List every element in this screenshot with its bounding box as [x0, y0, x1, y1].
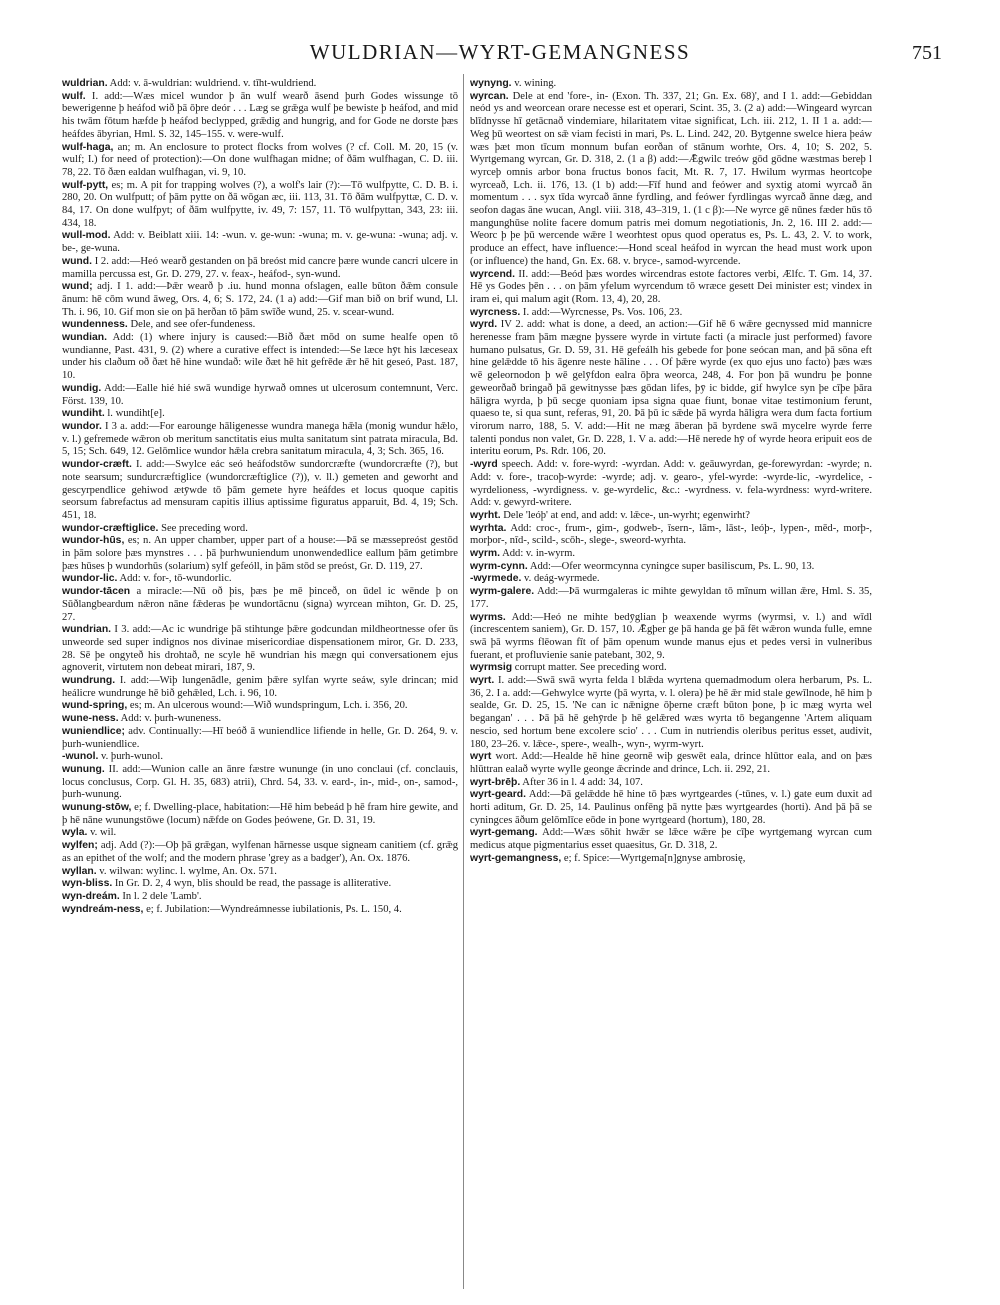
- entry-definition: Add:—Heó ne mihte bedȳglian þ weaxende wyrms (wyrmsi, v. l.) and wīdl (increscentem saniem), Gr. D. 157, 10. Ǣgþer ge þā handa ge þā fēt wǣron wunda fulle, emne swā þā wyrms flēowan fīt of þām openum wunde manus ejus et pedes versi in vulneribus fuerant, et profluvienie sanie patebant, 302, 9.: [470, 611, 872, 661]
- entry-definition: adj. I 1. add:—Þǣr wearð þ .iu. hund monna ofslagen, ealle būton ðǣm consule ānum: hē cōm wund āweg, Ors. 4, 6; S. 172, 24. (1 a) add:—Gif man bið on brif wund, Ll. Th. i. 96, 10. Gif mon sie on þā herðan tō þām swīðe wund, 25. v. scear-wund.: [62, 281, 458, 318]
- dictionary-entry: [62, 675, 458, 700]
- entry-headword: wundor-cræft.: [62, 459, 132, 471]
- entry-definition: v. wil.: [87, 827, 117, 839]
- entry-headword: wund-spring,: [62, 700, 128, 712]
- entry-definition: e; f. Jubilation:—Wyndreámnesse iubilationis, Ps. L. 150, 4.: [143, 903, 402, 915]
- entry-headword: wyrt-gemangness,: [470, 852, 562, 864]
- entry-headword: wyla.: [62, 827, 88, 839]
- dictionary-entry: [470, 523, 872, 548]
- entry-headword: wyrt-geard.: [470, 789, 527, 801]
- dictionary-entry: [62, 802, 458, 827]
- entry-definition: Add:—Þā wurmgaleras ic mihte gewyldan tō mīnum willan ǣre, Hml. S. 35, 177.: [470, 586, 872, 610]
- dictionary-entry: [62, 827, 458, 840]
- dictionary-entry: [470, 269, 872, 307]
- dictionary-entry: [470, 853, 872, 866]
- entry-headword: wull-mod.: [62, 230, 111, 242]
- entry-definition: speech. Add: v. fore-wyrd: -wyrdan. Add: v. geāuwyrdan, ge-forewyrdan: -wyrde; n. Add: v. fore-, tracoþ-wyrde: -wyrde; adj. v. gearo-, yfel-wyrde: -wyrde-lic, -wyrdelice, -wyrdelioness, -wyrdigness. v. ge-wyrdelic, &c.: -wyrdness. v. fela-wyrdness: wyrd-writere. Add: v. gewyrd-writere.: [470, 459, 872, 509]
- entry-headword: wulf.: [62, 90, 86, 102]
- entry-headword: -wyrd: [470, 459, 498, 471]
- entry-headword: wundrung.: [62, 675, 116, 687]
- dictionary-entry: [62, 713, 458, 726]
- dictionary-entry: [62, 586, 458, 624]
- dictionary-entry: [62, 700, 458, 713]
- entry-definition: Add: v. for-, tō-wundorlic.: [117, 573, 232, 585]
- dictionary-entry: [62, 878, 458, 891]
- entry-headword: wyn-dreám.: [62, 891, 120, 902]
- entry-headword: wyrmsig: [470, 662, 513, 674]
- entry-definition: an; m. An enclosure to protect flocks from wolves (? cf. Coll. M. 20, 15 (v. wulf; I.) for need of protection):—On done wulfhagan midne; of ðām wulfhagan, C. D. iii. 78, 22. Tō ðæn ealdan wulfhagan, vi. 9, 10.: [62, 141, 458, 178]
- entry-headword: wyrt: [470, 751, 492, 763]
- dictionary-entry: [62, 142, 458, 180]
- entry-definition: adv. Continually:—Hī beóð ā wuniendlice lifiende in helle, Gr. D. 264, 9. v. þurh-wuniendlice.: [62, 725, 458, 750]
- dictionary-entry: [62, 523, 458, 536]
- dictionary-entry: [470, 573, 872, 586]
- entry-definition: Dele 'leóþ' at end, and add: v. lǣce-, un-wyrht; egenwirht?: [500, 509, 750, 521]
- entry-headword: wyllan.: [62, 865, 97, 877]
- entry-definition: l. wundiht[e].: [104, 408, 165, 420]
- entry-definition: I. add:—Swā swā wyrta felda l blǣda wyrtena quemadmodum olera herbarum, Ps. L. 36, 2. I a. add:—Gehwylce wyrte (þā wyrta, v. l. olera) þe hē ǣr mid stale gewīlnode, hē him þ sealde, Gr. D. 25, 15. 'Ne can ic nǣnigne ōþerne cræft būton þone, þ ic mæg wyrta wel begangan' . . . Þā þā hē gehȳrde þ hē gelǣred wæs wyrta tō begangenne 'Artem aliquam nescio, sed hortum bene excolere scio' . . . Cum in nutriendis oleribus peritus esset, audivit, 180, 23–26. v. lǣce-, spere-, wealh-, wyn-, wyrm-wyrt.: [470, 675, 872, 750]
- entry-headword: wyrms.: [470, 611, 506, 623]
- entry-definition: Add:—Þā gelǣdde hē hine tō þæs wyrtgeardes (-tūnes, v. l.) gate eum duxit ad horti aditum, Gr. D. 25, 14. Paulinus onfēng þā nytte þæs wyrtgeardes (horti). And þā þā se cyningces āðum gelōmlīce eōde in þone wyrtgeard (hortum), 180, 28.: [470, 789, 872, 826]
- entry-definition: I. add:—Wæs micel wundor þ ān wulf wearð āsend þurh Godes wissunge tō bewerigenne þ heáfod wið þā ōþre deór . . . Læg se grǣga wulf þe bewiste þ heáfod, and mid his twām fōtum hæfde þ heáfod beclypped, grǣdig and hungrig, and for Gode ne dorste þæs heáfdes ābyrian, Hml. S. 32, 145–155. v. were-wulf.: [62, 90, 458, 140]
- entry-headword: wundenness.: [62, 319, 128, 331]
- dictionary-entry: [62, 624, 458, 675]
- dictionary-entry: [470, 827, 872, 852]
- entry-definition: Add: v. ā-wuldrian: wuldriend. v. tīht-wuldriend.: [107, 78, 317, 89]
- entry-headword: wyndreám-ness,: [62, 903, 144, 915]
- entry-headword: wynyng.: [470, 78, 512, 89]
- entry-definition: In Gr. D. 2, 4 wyn, blis should be read, the passage is alliterative.: [112, 878, 392, 890]
- entry-definition: I 2. add:—Heó wearð gestanden on þā breóst mid cancre þære wunde cancri ulcere in mamilla percussa est, Gr. D. 279, 27. v. feax-, heáfod-, syn-wund.: [62, 255, 458, 280]
- dictionary-entry: [470, 586, 872, 611]
- entry-headword: wulf-pytt,: [62, 179, 109, 191]
- entry-definition: In l. 2 dele 'Lamb'.: [119, 891, 202, 902]
- dictionary-entry: [470, 777, 872, 790]
- entry-headword: wundrian.: [62, 624, 112, 636]
- entry-definition: IV 2. add: what is done, a deed, an action:—Gif hē 6 wǣre gecnyssed mid mannicre herenesse fram þām mægne þyssere wyrde in virtute facti (a miracle just performed) favore humano pulsatus, Gr. D. 59, 31. Hē gefeálh his gebede for þone seócan man, and þā sōna eft hine gelǣdde tō his āgenre neste hāline . . . Of þǣre wyrde (ex quo ejus uno facto) þæs wæs wē geleornodon þ wē gelȳfdon ealra ōþra weorca, 248, 4. For þon þā wundru þe þonne geweorðað bringað þā gewitnysse þæs gōdan lifes, þȳ ic bidde, gif hwylce syn þe cīþe þāra hāligra wyrda, þ þū secge quoniam ipsa signa quae fiunt, bonae vitae testimonium ferunt, quaeso te, si qua sunt, referas, 91, 20. Þā þū ic sǣde þā wyrda hāligra wera dum facta fortium virorum narro, 188, 5. V. add:—Hit ne mæg āberan þā byrdene swā mycelre wyrde ferre talenti pondus non valet, Gr. D. 228, 1. V a. add:—Hē nerede hȳ of wyrde heora eripuit eos de interitu eorum, Ps. Rdr. 106, 20.: [470, 319, 872, 458]
- entry-definition: v. wining.: [511, 78, 557, 89]
- dictionary-entry: [470, 675, 872, 751]
- dictionary-entry: [470, 319, 872, 459]
- dictionary-entry: [62, 421, 458, 459]
- entry-headword: wunung-stōw,: [62, 802, 132, 814]
- entry-definition: See preceding word.: [158, 522, 248, 534]
- entry-definition: es; m. An ulcerous wound:—Wið wundspringum, Lch. i. 356, 20.: [127, 700, 408, 712]
- dictionary-entry: [470, 789, 872, 827]
- entry-headword: wund;: [62, 281, 93, 293]
- dictionary-entry: [470, 91, 872, 269]
- entry-headword: wyrt-brēþ.: [470, 776, 521, 788]
- entry-headword: wundig.: [62, 382, 102, 394]
- dictionary-entry: [470, 561, 872, 574]
- dictionary-entry: [62, 180, 458, 231]
- entry-definition: v. deág-wyrmede.: [521, 573, 600, 585]
- entry-definition: e; f. Dwelling-place, habitation:—Hē him bebeád þ hē fram hire gewite, and þ hē nāne wunungstōwe (locum) nǣfde on Godes þeówene, Gr. D. 31, 19.: [62, 802, 458, 826]
- entry-headword: wyrcness.: [470, 306, 521, 318]
- dictionary-entry: [470, 78, 872, 91]
- entry-headword: wyrm-cynn.: [470, 560, 528, 572]
- entry-definition: Add:—Ealle hié hié swā wundige hyrwað omnes ut ulcerosum contemnunt, Verc. Först. 139, 10.: [62, 382, 458, 407]
- dictionary-entry: [470, 510, 872, 523]
- entry-definition: v. þurh-wunol.: [98, 751, 163, 763]
- dictionary-entry: [470, 548, 872, 561]
- entry-headword: wyrcend.: [470, 268, 516, 280]
- entry-definition: adj. Add (?):—Oþ þā grǣgan, wylfenan hārnesse usque signeam canitiem (cf. grǣg as an epithet of the wolf; and the modern phrase 'grey as a badger'), An. Ox. 1876.: [62, 840, 458, 864]
- entry-headword: wundor-hūs,: [62, 535, 125, 547]
- entry-definition: Dele, and see ofer-fundeness.: [127, 319, 256, 331]
- entry-headword: wulf-haga,: [62, 141, 114, 153]
- entry-definition: a miracle:—Nū oð þis, þæs þe mē þinceð, on ūdel ic wēnde þ on Sūðlangbeardum nǣron nāne fǣderas þe wundortācnu (signa) wyrcean mihton, Gr. D. 25, 27.: [62, 586, 458, 623]
- entry-definition: After 36 in l. 4 add: 34, 107.: [520, 776, 643, 788]
- entry-headword: wundor-lic.: [62, 573, 118, 585]
- entry-headword: wuniendlice;: [62, 725, 125, 737]
- dictionary-entry: [62, 866, 458, 879]
- dictionary-entry: [62, 904, 458, 917]
- entry-headword: wyrd.: [470, 319, 498, 331]
- entry-definition: Add: croc-, frum-, gim-, godweb-, īsern-, lām-, lāst-, leóþ-, lypen-, mēd-, morþ-, morþor-, nīd-, scild-, scōh-, slege-, sweord-wyrhta.: [470, 522, 872, 547]
- dictionary-entry: [62, 764, 458, 802]
- entry-definition: I. add:—Wyrcnesse, Ps. Vos. 106, 23.: [520, 306, 683, 318]
- entry-headword: wyrm-galere.: [470, 586, 535, 598]
- dictionary-entry: [62, 840, 458, 865]
- entry-definition: Add: v. in-wyrm.: [500, 548, 575, 560]
- entry-headword: wune-ness.: [62, 713, 119, 725]
- entry-headword: wund.: [62, 255, 93, 267]
- entry-headword: -wyrmede.: [470, 573, 522, 585]
- entry-headword: wyrht.: [470, 509, 501, 521]
- dictionary-entry: [62, 256, 458, 281]
- entry-headword: wundor-cræftiglice.: [62, 522, 159, 534]
- left-column: [62, 78, 458, 1288]
- dictionary-entry: [62, 332, 458, 383]
- entry-definition: Add:—Ofer weormcynna cyningce super basiliscum, Ps. L. 90, 13.: [527, 560, 815, 572]
- entry-definition: I 3. add:—Ac ic wundrige þā stihtunge þǣre godcundan mildheortnesse ofer ūs unweorde sed super indignos nos divinae misericordiae dispensationem miror, Gr. D. 233, 28. Sē þe ongyteð his drohtað, ne scyle hē wundrian his mægn qui conversationem ejus agnoverit, virtutem non debeat mirari, 187, 9.: [62, 624, 458, 674]
- dictionary-entry: [62, 78, 458, 91]
- entry-headword: wyrcan.: [470, 90, 509, 102]
- dictionary-entry: [470, 459, 872, 510]
- dictionary-entry: [62, 319, 458, 332]
- dictionary-entry: [62, 891, 458, 904]
- right-column: [470, 78, 872, 1288]
- entry-headword: wyn-bliss.: [62, 878, 113, 890]
- entry-definition: I 3 a. add:—For earounge hāligenesse wundra manega hǣla (monig wundur hǣlo, v. l.) gefremede wǣron ob meritum sanctitatis eius multa sanitatum sint patrata miracula, Bd. 5, 15; Sch. 649, 12. Gelōmlice wundor hǣla crebra sanitatum miracula, 4, 3; Sch. 365, 16.: [62, 420, 458, 458]
- entry-headword: wundian.: [62, 332, 108, 344]
- entry-definition: Add:—Wæs sōhit hwǣr se lǣce wǣre þe cīþe wyrtgemang wyrcan cum medicus atque pigmentarius esset quaesitus, Gr. D. 318, 2.: [470, 827, 872, 852]
- entry-definition: corrupt matter. See preceding word.: [512, 662, 667, 674]
- entry-definition: II. add:—Beód þæs wordes wircendras estote factores verbi, Ælfc. T. Gm. 14, 37. Hē ys Godes þēn . . . on þām yfelum wyrcendum tō wræce gesett Dei minister est; vindex in iram ei, qui malum agit (Rom. 13, 4), 20, 28.: [470, 268, 872, 305]
- page-title: WULDRIAN—WYRT-GEMANGNESS: [309, 40, 691, 64]
- dictionary-entry: [470, 307, 872, 320]
- dictionary-entry: [62, 383, 458, 408]
- dictionary-entry: [62, 459, 458, 523]
- entry-headword: wyrt-gemang.: [470, 827, 538, 839]
- entry-definition: Add: (1) where injury is caused:—Bið ðæt mōd on sume healfe open tō wundianne, Past. 431, 9. (2) where a curative effect is intended:—Se læce hȳt his læceseax under his claðum oð ðæt hē hine wundað: wile ðæt hē hit gefrēde ǣr hē hit geseó, Past. 187, 10.: [62, 332, 458, 382]
- page-number: 751: [912, 42, 942, 64]
- entry-headword: wyrm.: [470, 548, 501, 560]
- entry-headword: wyrhta.: [470, 522, 507, 534]
- entry-definition: Add: v. þurh-wuneness.: [118, 713, 222, 725]
- entry-headword: wyrt.: [470, 675, 495, 687]
- column-divider: [463, 74, 464, 1289]
- dictionary-entry: [62, 751, 458, 764]
- dictionary-entry: [470, 751, 872, 776]
- dictionary-entry: [62, 91, 458, 142]
- dictionary-entry: [62, 230, 458, 255]
- entry-headword: wylfen;: [62, 840, 98, 852]
- dictionary-entry: [470, 612, 872, 663]
- entry-definition: Dele at end 'fore-, in- (Exon. Th. 337, 21; Gn. Ex. 68)', and I 1. add:—Gebiddan neód ys and weorcean orare necesse est et operari, Scint. 35, 3. (2 a) add:—Wingeard wyrcan blīdnysse hī getācnað vindemiare, hilaritatem vitae significat, Lch. iii. 212, 1. II 1 a. add:—Weg þū weortest on sǣ viam fecisti in mari, Ps. L. Lind. 242, 20. Bytgenne swelce hiera þeáw wæs þæt mon tīcum monnum bufan eorðan of stānum worhte, Ors. 4, 10; S. 202, 5. Wyrtgemang wyrcan, Gr. D. 318, 2. (1 a β) add:—Ǣgwilc treów gōd gōdne wæstmas bereþ l wyrceþ omnis arbor bona fructus bonos facit, Mt. R. 7, 17. Hwilum wyrmas heortcoþe wyrceað, Lch. ii. 176, 13. (1 b) add:—Fīf hund and feówer and syxtig atomi wyrcað ān momentum . . . syx tīda wyrcað ānne fyrdling, and feówer fyrdlingas wyrcað ānne dæg, and seofon dagas āne wucan, Angl. viii. 318, 43–319, 1. (1 c β):—Ne wyrce gē nūnes fæder hūs tō mangunghūse nolite facere domum patris mei domum negotiationis, Jn. 2, 16. III 2. add:—Weorc þ þe þū wercende wǣre l weorhtest opus quod operatus es, Ps. L. 43, 2. V. to work, produce an effect, have influence:—Hond sceal heáfod in wyrcan the head must work upon (or influence) the hand, Gn. Ex. 68. v. bryce-, samod-wyrcende.: [470, 90, 872, 267]
- dictionary-entry: [62, 408, 458, 421]
- entry-definition: e; f. Spice:—Wyrtgema[n]gnyse ambrosię,: [561, 852, 746, 864]
- dictionary-entry: [470, 662, 872, 675]
- entry-definition: es; n. An upper chamber, upper part of a house:—Þā se mæssepreóst gestōd in þām solore þæs mynstres . . . þā þurhwuniendum unonwendedlice eallum þām getimbre þæs hūses þ wundorhūs (solarium) sylf gefeóll, in þām stōd se preóst, Gr. D. 119, 27.: [62, 535, 458, 572]
- entry-definition: es; m. A pit for trapping wolves (?), a wolf's lair (?):—Tō wulfpytte, C. D. B. i. 280, 20. On wulfputt; of þām pytte on ðā wōgan æc, iii. 113, 31. Tō ðām wulfpyttæ, C. D. v. 84, 17. On done wulfpyt; of ðām wulfpytte, iv. 49, 7: 157, 11. Tō wulfpyttan, 343, 23: iii. 434, 18.: [62, 179, 458, 229]
- dictionary-entry: [62, 281, 458, 319]
- entry-definition: v. wilwan: wylinc. l. wylme, An. Ox. 571.: [96, 865, 277, 877]
- entry-headword: wundor.: [62, 420, 102, 432]
- entry-headword: wuldrian.: [62, 78, 108, 89]
- entry-definition: wort. Add:—Healde hē hine geornē wiþ geswēt eala, drince hlūttor eala, and on þæs hlūttran ealað wyrte wylle geonge ǣcrinde and drince, Lch. ii. 292, 21.: [470, 751, 872, 775]
- entry-headword: wunung.: [62, 763, 105, 775]
- entry-definition: II. add:—Wunion calle an ānre fæstre wununge (in uno conclaui (cf. conclauis, locus conclusus, Corp. Gl. H. 35, 683) atrii), Chrd. 54, 33. v. eard-, in-, mid-, on-, samod-, þurh-wunung.: [62, 763, 458, 801]
- dictionary-entry: [62, 726, 458, 751]
- entry-headword: wundiht.: [62, 408, 105, 420]
- dictionary-entry: [62, 573, 458, 586]
- entry-definition: Add: v. Beiblatt xiii. 14: -wun. v. ge-wun: -wuna; m. v. ge-wuna: -wuna; adj. v. be-, ge-wuna.: [62, 230, 458, 255]
- entry-definition: I. add:—Wiþ lungenādle, genim þǣre sylfan wyrte seáw, syle drincan; mid heálicre wundrunge hē bið gehǣled, Lch. i. 96, 10.: [62, 675, 458, 699]
- running-head: [0, 38, 1000, 68]
- dictionary-entry: [62, 535, 458, 573]
- entry-headword: -wunol.: [62, 751, 99, 763]
- entry-headword: wundor-tācen: [62, 586, 131, 598]
- entry-definition: I. add:—Swylce eác seó heáfodstōw sundorcræfte (wundorcræfte (?), but note searsum; sundurcræftiglice (wundorcræftiglice (?)), v. ll.) gemeten and geworht and gescyrpendlice gehiwod ætȳwde tō þām gemete hyre heáfdes et locus quoque capitis seorsum fabrefactus ad mensuram capitis illius aptissime figuratus apparuit, Bd. 4, 19; Sch. 451, 18.: [62, 459, 458, 521]
